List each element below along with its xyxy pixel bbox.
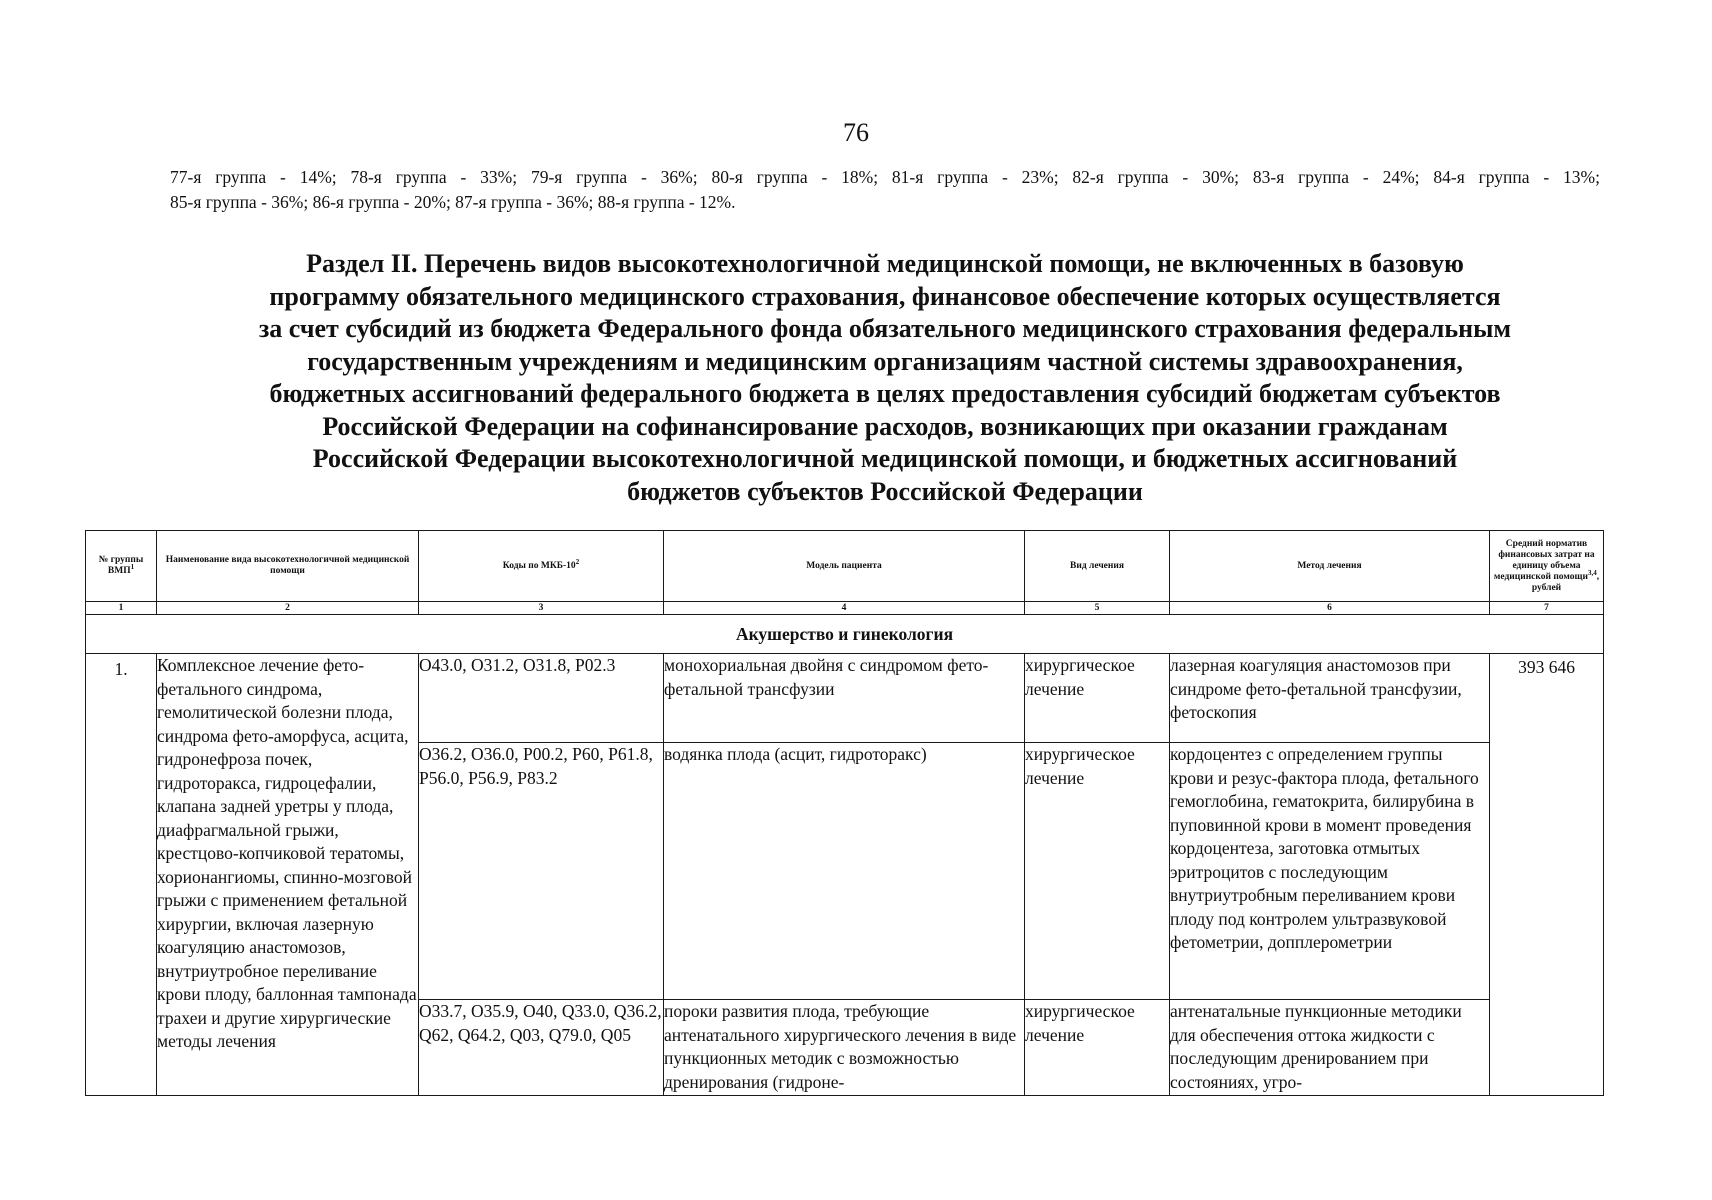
vmp-name: Комплексное лечение фето-фетального синдрома, гемолитической болезни плода, синдрома фето-аморфуса, асцита, гидронефроза почек, гидроторакса, гидроцефалии, клапана задней уретры у плода, диафрагмальной грыжи, крестцово-копчиковой тератомы, хорионангиомы, спинно-мозговой грыжи с применением фетальной хирургии, включая лазерную коагуляцию анастомозов, внутриутробное переливание крови плоду, баллонная тампонада трахеи и другие хирургические методы лечения <box>157 654 419 1096</box>
group-number: 1. <box>86 654 157 1096</box>
icd-codes: O43.0, O31.2, O31.8, P02.3 <box>419 654 664 743</box>
icd-codes: O36.2, O36.0, P00.2, P60, P61.8, P56.0, P56.9, P83.2 <box>419 743 664 1000</box>
treatment-method: лазерная коагуляция анастомозов при синдроме фето-фетальной трансфузии, фетоскопия <box>1170 654 1490 743</box>
section-title-line: государственным учреждениям и медицинским организациям частной системы здравоохранения, <box>307 346 1463 376</box>
header-codes: Коды по МКБ-$10^2$ <box>419 531 664 602</box>
column-number: 4 <box>664 602 1025 615</box>
page-number: 76 <box>843 118 869 147</box>
cost-value: 393 646 <box>1490 654 1604 1096</box>
section-title-line: Российской Федерации высокотехнологичной медицинской помощи, и бюджетных ассигнований <box>312 444 1458 473</box>
section-title-line: программу обязательного медицинского страхования, финансовое обеспечение которых осуществляется <box>269 281 1501 311</box>
treatment-method: антенатальные пункционные методики для обеспечения оттока жидкости с последующим дренированием при состояниях, угро- <box>1170 1000 1490 1096</box>
column-number: 7 <box>1490 602 1604 615</box>
treatment-method: кордоцентез с определением группы крови и резус-фактора плода, фетального гемоглобина, гематокрита, билирубина в пуповинной крови в момент проведения кордоцентеза, заготовка отмытых эритроцитов с последующим внутриутробным переливанием крови плоду под контролем ультразвуковой фетометрии, допплерометрии <box>1170 743 1490 1000</box>
section-title-line: за счет субсидий из бюджета Федерального фонда обязательного медицинского страхования федеральным <box>258 314 1512 343</box>
section-title-line: Российской Федерации на софинансирование расходов, возникающих при оказании гражданам <box>322 411 1448 441</box>
treatment-type: хирургическое лечение <box>1025 743 1170 1000</box>
intro-percentages <box>170 165 1600 215</box>
patient-model: монохориальная двойня с синдромом фето-фетальной трансфузии <box>664 654 1025 743</box>
table-row <box>86 654 1604 743</box>
intro-line: 85-я группа - 36%; 86-я группа - 20%; 87-я группа - 36%; 88-я группа - 12%. <box>170 192 736 212</box>
section-row <box>86 615 1604 654</box>
header-model: Модель пациента <box>664 531 1025 602</box>
section-title-line: бюджетных ассигнований федерального бюджета в целях предоставления субсидий бюджетам субъектов <box>269 379 1501 408</box>
header-method: Метод лечения <box>1170 531 1490 602</box>
treatment-type: хирургическое лечение <box>1025 654 1170 743</box>
header-type: Вид лечения <box>1025 531 1170 602</box>
header-group: № группы ВМП$^1$ <box>86 531 157 602</box>
header-cost: Средний норматив финансовых затрат на единицу объема медицинской помощи$^{3,4}$, рублей <box>1490 531 1604 602</box>
treatment-type: хирургическое лечение <box>1025 1000 1170 1096</box>
patient-model: пороки развития плода, требующие антенатального хирургического лечения в виде пункционных методик с возможностью дренирования (гидроне- <box>664 1000 1025 1096</box>
column-number: 6 <box>1170 602 1490 615</box>
header-name: Наименование вида высокотехнологичной медицинской помощи <box>157 531 419 602</box>
column-number: 3 <box>419 602 664 615</box>
section-title <box>150 248 1620 508</box>
column-number: 1 <box>86 602 157 615</box>
section-title-line: бюджетов субъектов Российской Федерации <box>627 476 1143 506</box>
icd-codes: O33.7, O35.9, O40, Q33.0, Q36.2, Q62, Q64.2, Q03, Q79.0, Q05 <box>419 1000 664 1096</box>
section-title-line: Раздел II. Перечень видов высокотехнологичной медицинской помощи, не включенных в базовую <box>306 249 1464 278</box>
table-header-row <box>86 531 1604 602</box>
patient-model: водянка плода (асцит, гидроторакс) <box>664 743 1025 1000</box>
vmp-table <box>85 530 1604 1096</box>
section-heading: Акушерство и гинекология <box>86 615 1604 654</box>
column-number-row <box>86 602 1604 615</box>
column-number: 2 <box>157 602 419 615</box>
column-number: 5 <box>1025 602 1170 615</box>
intro-line: 77-я группа - 14%; 78-я группа - 33%; 79-я группа - 36%; 80-я группа - 18%; 81-я группа - 23%; 82-я группа - 30%; 83-я группа - 24%; 84-я группа - 13%; <box>170 167 1600 187</box>
